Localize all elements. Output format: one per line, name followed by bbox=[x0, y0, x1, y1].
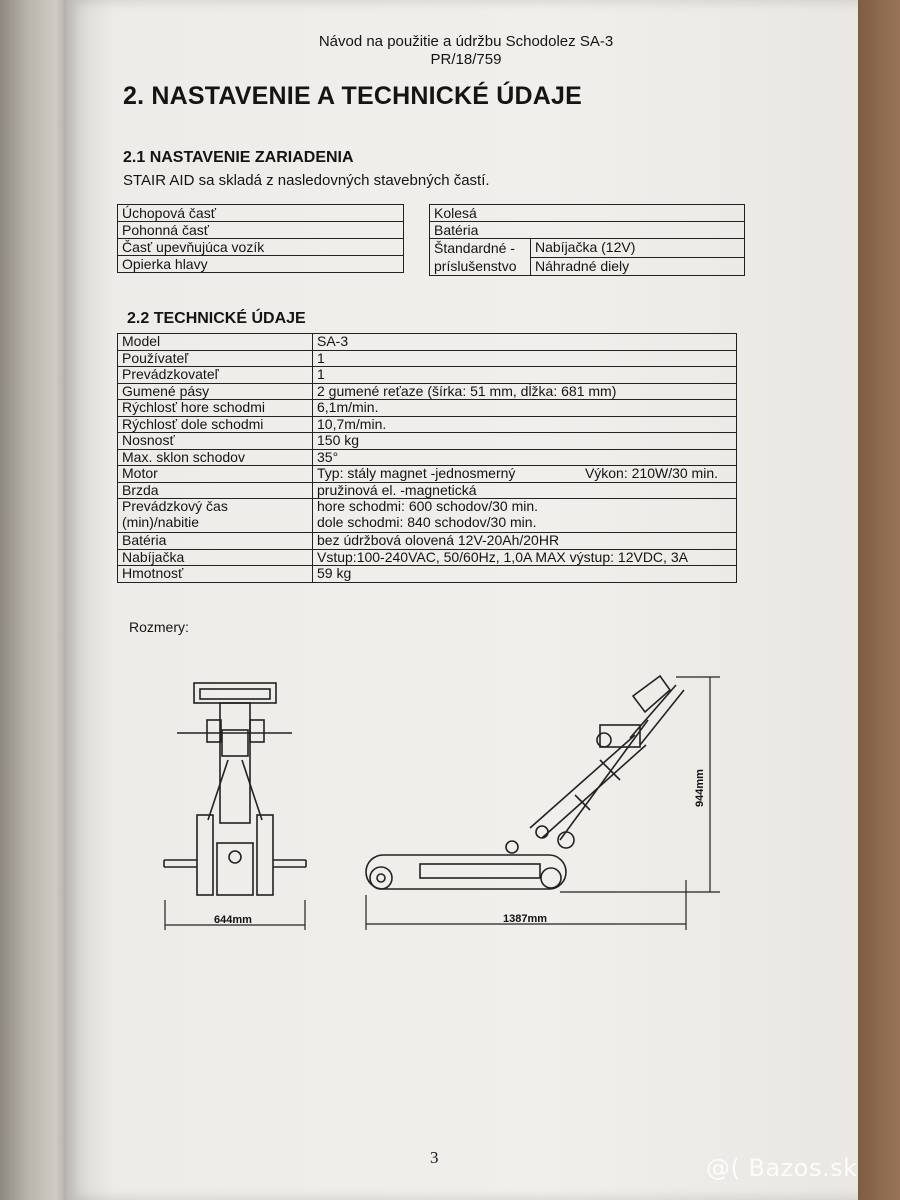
spec-label: Nabíjačka bbox=[118, 549, 313, 566]
operating-time-label-2: (min)/nabitie bbox=[122, 513, 200, 530]
bazos-watermark: @( Bazos.sk bbox=[706, 1154, 858, 1182]
operating-time-down: dole schodmi: 840 schodov/30 min. bbox=[317, 513, 537, 530]
spec-label: Model bbox=[118, 334, 313, 351]
spec-value: bez údržbová olovená 12V-20Ah/20HR bbox=[313, 533, 737, 550]
accessories-label-line-1: Štandardné - bbox=[434, 240, 515, 256]
accessory-item: Náhradné diely bbox=[531, 257, 745, 276]
spec-value: pružinová el. -magnetická bbox=[313, 482, 737, 499]
header-code: PR/18/759 bbox=[430, 51, 502, 68]
spec-value: 59 kg bbox=[313, 566, 737, 583]
accessories-label-line-2: príslušenstvo bbox=[434, 258, 517, 274]
spec-label: Používateľ bbox=[118, 350, 313, 367]
spec-label: Nosnosť bbox=[118, 433, 313, 450]
spec-label: Hmotnosť bbox=[118, 566, 313, 583]
spec-value: 150 kg bbox=[313, 433, 737, 450]
page-title: 2. NASTAVENIE A TECHNICKÉ ÚDAJE bbox=[123, 82, 583, 110]
part-cell: Časť upevňujúca vozík bbox=[118, 239, 404, 256]
spec-label: Gumené pásy bbox=[118, 383, 313, 400]
spec-label: Motor bbox=[118, 466, 313, 483]
spec-label: Batéria bbox=[118, 533, 313, 550]
dimensions-label: Rozmery: bbox=[129, 619, 189, 635]
side-dimension-lines bbox=[366, 677, 720, 930]
spec-label: Prevádzkovateľ bbox=[118, 367, 313, 384]
spec-value: 6,1m/min. bbox=[313, 400, 737, 417]
spec-value: SA-3 bbox=[313, 334, 737, 351]
spec-value: 1 bbox=[313, 367, 737, 384]
front-width-label: 644mm bbox=[214, 914, 252, 926]
section-2-1-intro: STAIR AID sa skladá z nasledovných stavebných častí. bbox=[123, 172, 490, 189]
part-cell: Batéria bbox=[430, 222, 745, 239]
accessory-item: Nabíjačka (12V) bbox=[531, 239, 745, 258]
spec-label: Brzda bbox=[118, 482, 313, 499]
section-2-1-title: 2.1 NASTAVENIE ZARIADENIA bbox=[123, 149, 354, 166]
side-view-drawing bbox=[366, 676, 684, 889]
spec-label: Rýchlosť hore schodmi bbox=[118, 400, 313, 417]
header-title: Návod na použitie a údržbu Schodolez SA-3 bbox=[318, 33, 614, 50]
motor-power: Výkon: 210W/30 min. bbox=[584, 465, 718, 481]
spec-value: 2 gumené reťaze (šírka: 51 mm, dĺžka: 681 mm) bbox=[313, 383, 737, 400]
motor-type: Typ: stály magnet -jednosmerný bbox=[317, 465, 516, 481]
part-cell: Pohonná časť bbox=[118, 222, 404, 239]
spec-value: Vstup:100-240VAC, 50/60Hz, 1,0A MAX výstup: 12VDC, 3A bbox=[313, 549, 737, 566]
operating-time-label-1: Prevádzkový čas bbox=[122, 498, 228, 514]
side-height-label: 944mm bbox=[694, 769, 706, 807]
spec-label: Max. sklon schodov bbox=[118, 449, 313, 466]
part-cell: Úchopová časť bbox=[118, 205, 404, 222]
operating-time-up: hore schodmi: 600 schodov/30 min. bbox=[317, 498, 539, 514]
spec-label: Rýchlosť dole schodmi bbox=[118, 416, 313, 433]
spec-value: 10,7m/min. bbox=[313, 416, 737, 433]
front-view-drawing bbox=[164, 683, 306, 895]
spec-value: 35° bbox=[313, 449, 737, 466]
section-2-2-title: 2.2 TECHNICKÉ ÚDAJE bbox=[127, 310, 306, 327]
part-cell: Opierka hlavy bbox=[118, 256, 404, 273]
part-cell: Kolesá bbox=[430, 205, 745, 222]
side-length-label: 1387mm bbox=[503, 913, 548, 925]
page-number: 3 bbox=[430, 1148, 439, 1167]
spec-value: 1 bbox=[313, 350, 737, 367]
